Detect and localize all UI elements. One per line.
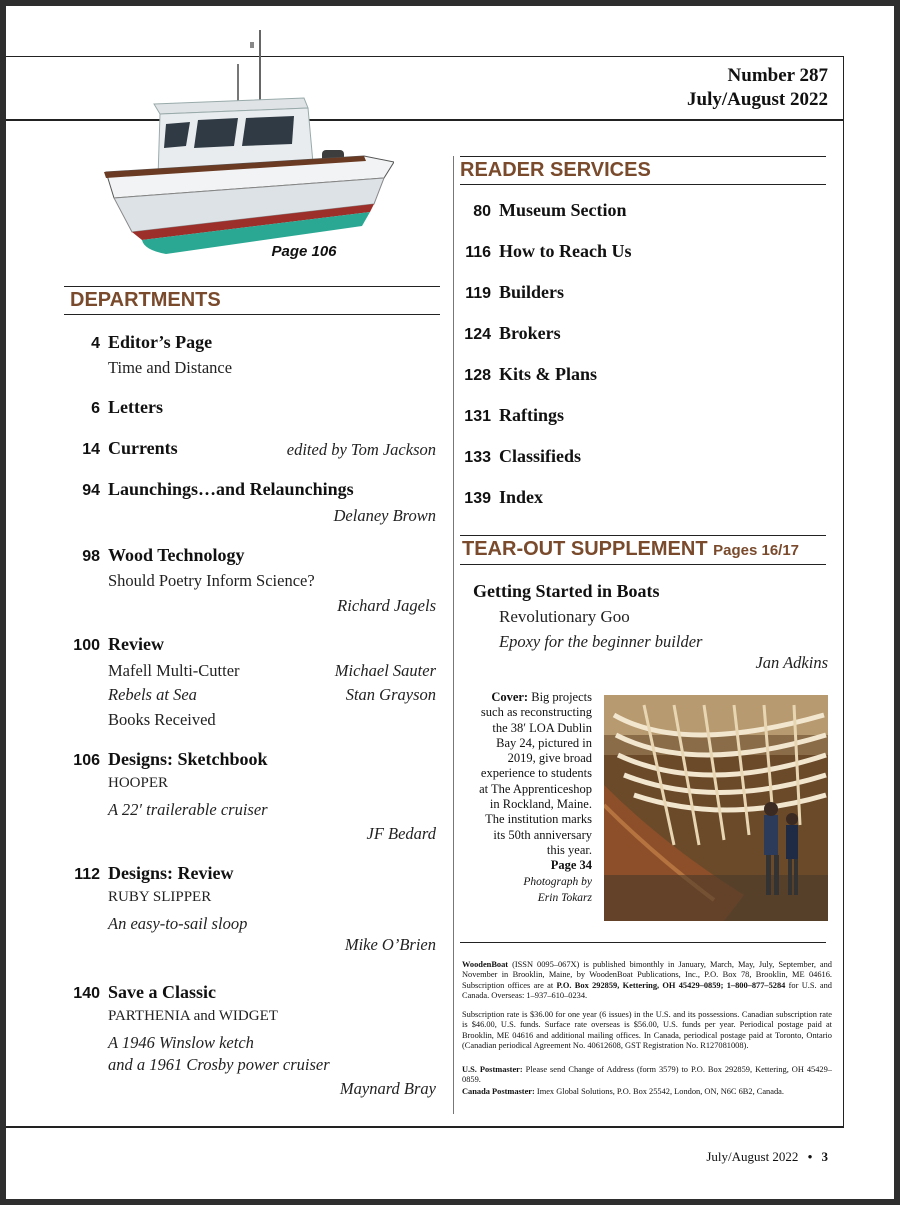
dept-subtitle: An easy-to-sail sloop bbox=[108, 914, 248, 933]
dept-subtitle: Books Received bbox=[108, 710, 216, 729]
dept-title-designs-review[interactable]: Designs: Review bbox=[108, 863, 234, 883]
dept-author: edited by Tom Jackson bbox=[286, 440, 436, 459]
rs-item-museum-section[interactable]: Museum Section bbox=[499, 200, 627, 220]
dept-page-number: 14 bbox=[82, 441, 100, 458]
departments-heading: DEPARTMENTS bbox=[70, 289, 221, 311]
dept-author: Michael Sauter bbox=[334, 661, 436, 680]
publication-info: WoodenBoat (ISSN 0095–067X) is published bimonthly in January, March, May, July, September, and November in Brooklin, Maine, by WoodenBoat Publications, Inc., P.O. Box 78, Brooklin, ME 04616. Subscription offices are at P.O. Box 292859, Kettering, OH 45429–0859; 1–800–877–5284 for U.S. and Canada. Overseas: 1–937–610–0234. bbox=[462, 960, 832, 1001]
dept-title-launchings[interactable]: Launchings…and Relaunchings bbox=[108, 479, 354, 499]
rs-page-number: 116 bbox=[465, 244, 491, 261]
issue-date: July/August 2022 bbox=[687, 89, 828, 110]
cover-photo bbox=[604, 695, 828, 921]
dept-title-letters[interactable]: Letters bbox=[108, 397, 163, 417]
dept-page-number: 100 bbox=[73, 637, 100, 654]
us-postmaster-info: U.S. Postmaster: Please send Change of Address (form 3579) to P.O. Box 292859, Kettering, OH 45429–0859. bbox=[462, 1065, 832, 1085]
boat-caption: Page 106 bbox=[271, 243, 337, 260]
dept-title-editors-page[interactable]: Editor’s Page bbox=[108, 332, 213, 352]
dept-subtitle: Rebels at Sea bbox=[108, 685, 197, 704]
dept-page-number: 112 bbox=[74, 866, 100, 883]
rs-item-builders[interactable]: Builders bbox=[499, 282, 565, 302]
rs-item-how-to-reach-us[interactable]: How to Reach Us bbox=[499, 241, 632, 261]
supplement-author: Jan Adkins bbox=[755, 653, 828, 672]
dept-subtitle: A 1946 Winslow ketch bbox=[108, 1033, 254, 1052]
issue-number: Number 287 bbox=[727, 65, 828, 86]
footer-bullet: • bbox=[807, 1149, 813, 1164]
dept-author: Mike O’Brien bbox=[344, 935, 436, 954]
page-footer bbox=[706, 1149, 828, 1165]
dept-author: Stan Grayson bbox=[345, 685, 436, 704]
dept-title-currents[interactable]: Currents bbox=[108, 438, 178, 458]
rs-item-index[interactable]: Index bbox=[499, 487, 544, 507]
rs-page-number: 139 bbox=[464, 490, 491, 507]
rs-page-number: 124 bbox=[464, 326, 491, 343]
rs-page-number: 133 bbox=[464, 449, 491, 466]
footer-date: July/August 2022 bbox=[706, 1149, 799, 1164]
dept-page-number: 6 bbox=[91, 400, 100, 417]
dept-title-review[interactable]: Review bbox=[108, 634, 164, 654]
dept-subtitle: HOOPER bbox=[108, 775, 169, 791]
right-rule bbox=[843, 56, 844, 1126]
dept-title-designs-sketchbook[interactable]: Designs: Sketchbook bbox=[108, 749, 268, 769]
footer-page-number: 3 bbox=[821, 1149, 828, 1164]
dept-author: Richard Jagels bbox=[337, 596, 436, 615]
dept-subtitle: PARTHENIA and WIDGET bbox=[108, 1008, 278, 1024]
magazine-page bbox=[6, 6, 894, 1199]
supplement-pages: Pages 16/17 bbox=[713, 542, 800, 559]
cover-page-ref: Page 34 bbox=[550, 858, 592, 873]
cover-caption: Cover: Big projects such as reconstructing the 38′ LOA Dublin Bay 24, pictured in 2019, give broad experience to students at The Apprenticeshop in Rockland, Maine. The institution marks its 50th anniversary this year. Page 34 Photograph by Erin Tokarz bbox=[479, 690, 592, 904]
dept-author: Delaney Brown bbox=[333, 506, 436, 525]
rs-page-number: 119 bbox=[465, 285, 491, 302]
reader-services-heading: READER SERVICES bbox=[460, 159, 651, 181]
bottom-rule bbox=[6, 1126, 844, 1128]
supplement-article-title[interactable]: Getting Started in Boats bbox=[473, 581, 660, 601]
dept-page-number: 4 bbox=[91, 335, 100, 352]
dept-page-number: 140 bbox=[73, 985, 100, 1002]
issue-header bbox=[687, 64, 828, 112]
rs-item-raftings[interactable]: Raftings bbox=[499, 405, 565, 425]
dept-page-number: 98 bbox=[82, 548, 100, 565]
photo-credit-name: Erin Tokarz bbox=[537, 891, 592, 904]
dept-author: Maynard Bray bbox=[339, 1079, 436, 1098]
photo-credit-label: Photograph by bbox=[523, 875, 592, 888]
supplement-heading bbox=[462, 538, 799, 561]
dept-subtitle: A 22′ trailerable cruiser bbox=[108, 800, 268, 819]
canada-postmaster-info: Canada Postmaster: Imex Global Solutions, P.O. Box 25542, London, ON, N6C 6B2, Canada. bbox=[462, 1087, 784, 1096]
dept-page-number: 94 bbox=[82, 482, 100, 499]
dept-title-save-a-classic[interactable]: Save a Classic bbox=[108, 982, 216, 1002]
cover-label: Cover: bbox=[491, 690, 529, 704]
dept-author: JF Bedard bbox=[366, 824, 436, 843]
rs-item-brokers[interactable]: Brokers bbox=[499, 323, 561, 343]
subscription-info: Subscription rate is $36.00 for one year (6 issues) in the U.S. and its possessions. Canadian subscription rate is $46.00, U.S. funds. Surface rate overseas is $56.00, U.S. funds per year. Periodical postage paid at Brooklin, ME 04616 and additional mailing offices. In Canada, periodical postage paid at Toronto, Ontario (Canadian periodical Agreement No. 40612608, GST Registration No. R127081008). bbox=[462, 1010, 832, 1051]
rs-item-classifieds[interactable]: Classifieds bbox=[499, 446, 582, 466]
dept-subtitle: Mafell Multi-Cutter bbox=[108, 661, 240, 680]
rs-page-number: 131 bbox=[464, 408, 491, 425]
dept-subtitle: RUBY SLIPPER bbox=[108, 889, 212, 905]
dept-subtitle: Should Poetry Inform Science? bbox=[108, 571, 315, 590]
boat-illustration bbox=[94, 28, 394, 260]
dept-subtitle: Time and Distance bbox=[108, 358, 233, 377]
supplement-deck: Epoxy for the beginner builder bbox=[499, 632, 703, 651]
supplement-title: TEAR-OUT SUPPLEMENT bbox=[462, 538, 708, 560]
dept-title-wood-technology[interactable]: Wood Technology bbox=[108, 545, 245, 565]
rs-item-kits-plans[interactable]: Kits & Plans bbox=[499, 364, 598, 384]
dept-subtitle: and a 1961 Crosby power cruiser bbox=[108, 1055, 330, 1074]
dept-page-number: 106 bbox=[73, 752, 100, 769]
rs-page-number: 80 bbox=[473, 203, 491, 220]
rs-page-number: 128 bbox=[464, 367, 491, 384]
supplement-subtitle: Revolutionary Goo bbox=[499, 607, 630, 626]
